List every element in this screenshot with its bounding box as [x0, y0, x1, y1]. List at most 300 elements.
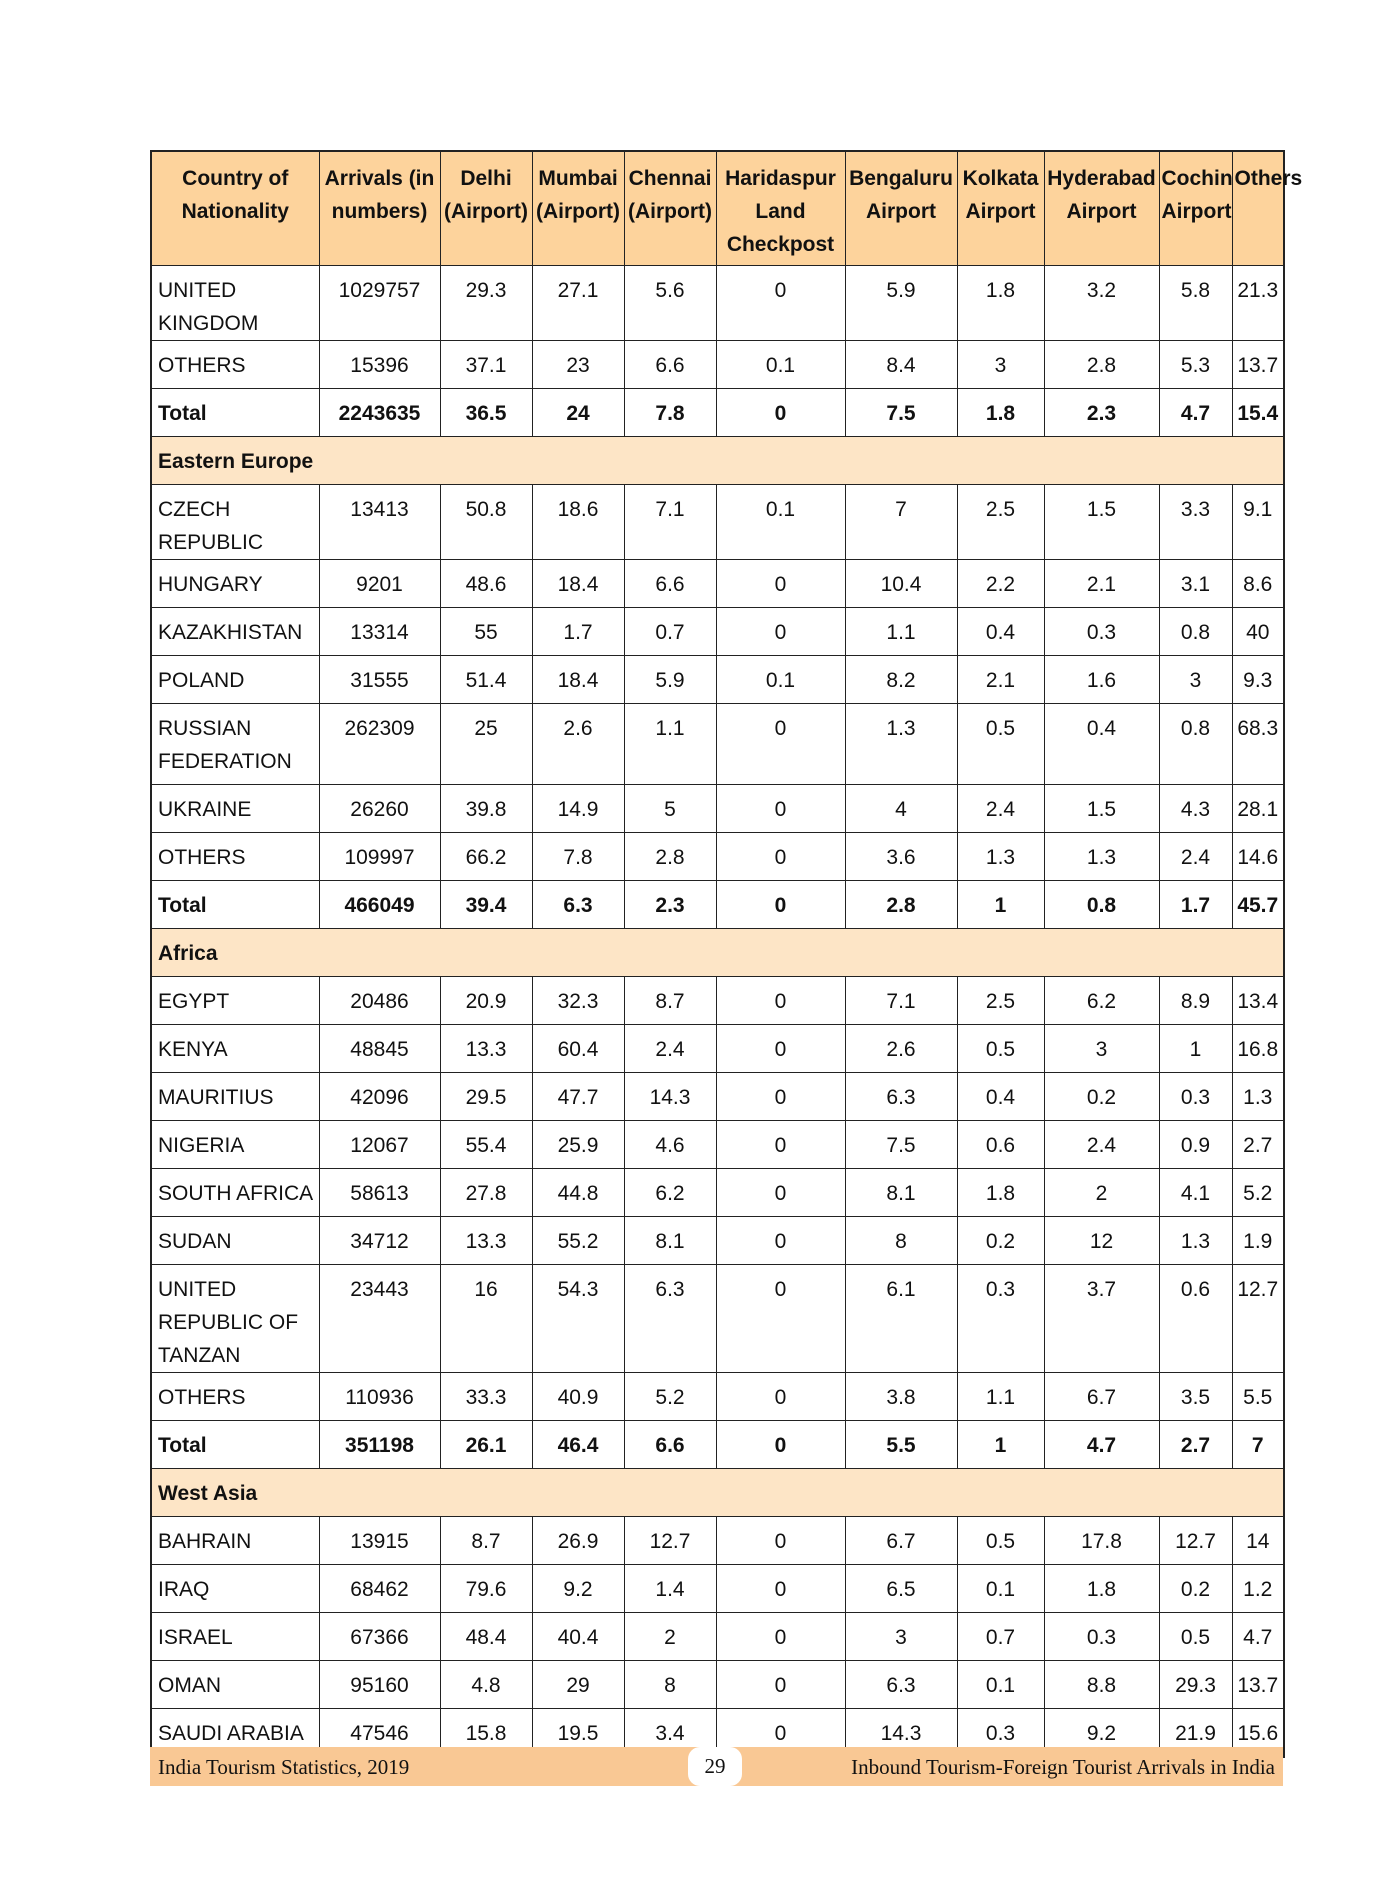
- country-cell: Total: [151, 881, 319, 929]
- value-cell: 8.1: [845, 1169, 957, 1217]
- value-cell: 0.3: [957, 1265, 1044, 1373]
- value-cell: 0: [716, 560, 845, 608]
- value-cell: 0: [716, 833, 845, 881]
- value-cell: 1: [1159, 1025, 1232, 1073]
- value-cell: 9.2: [532, 1565, 624, 1613]
- value-cell: 1.1: [845, 608, 957, 656]
- column-header: Hyderabad Airport: [1044, 151, 1159, 266]
- value-cell: 8.2: [845, 656, 957, 704]
- value-cell: 0: [716, 1517, 845, 1565]
- value-cell: 0: [716, 704, 845, 785]
- value-cell: 8.6: [1232, 560, 1284, 608]
- value-cell: 8.7: [440, 1517, 532, 1565]
- country-cell: CZECH REPUBLIC: [151, 485, 319, 560]
- table-row: [151, 833, 1284, 881]
- value-cell: 0.3: [1159, 1073, 1232, 1121]
- value-cell: 2.7: [1159, 1421, 1232, 1469]
- value-cell: 68.3: [1232, 704, 1284, 785]
- value-cell: 39.4: [440, 881, 532, 929]
- value-cell: 10.4: [845, 560, 957, 608]
- value-cell: 0.5: [957, 1517, 1044, 1565]
- value-cell: 1.5: [1044, 485, 1159, 560]
- country-cell: BAHRAIN: [151, 1517, 319, 1565]
- footer-section-title: Inbound Tourism-Foreign Tourist Arrivals in India: [851, 1755, 1275, 1779]
- value-cell: 29.3: [1159, 1661, 1232, 1709]
- value-cell: 40: [1232, 608, 1284, 656]
- value-cell: 1.5: [1044, 785, 1159, 833]
- value-cell: 5.6: [624, 266, 716, 341]
- value-cell: 13.3: [440, 1217, 532, 1265]
- value-cell: 54.3: [532, 1265, 624, 1373]
- value-cell: 3.6: [845, 833, 957, 881]
- table-row: [151, 1169, 1284, 1217]
- value-cell: 32.3: [532, 977, 624, 1025]
- value-cell: 58613: [319, 1169, 440, 1217]
- value-cell: 0.3: [1044, 608, 1159, 656]
- value-cell: 0.1: [716, 656, 845, 704]
- value-cell: 4.7: [1232, 1613, 1284, 1661]
- value-cell: 3.2: [1044, 266, 1159, 341]
- value-cell: 6.7: [845, 1517, 957, 1565]
- value-cell: 1.3: [957, 833, 1044, 881]
- value-cell: 6.6: [624, 560, 716, 608]
- region-header-row: [151, 437, 1284, 485]
- country-cell: POLAND: [151, 656, 319, 704]
- value-cell: 0: [716, 1709, 845, 1758]
- country-cell: HUNGARY: [151, 560, 319, 608]
- value-cell: 29.3: [440, 266, 532, 341]
- country-cell: UNITED KINGDOM: [151, 266, 319, 341]
- value-cell: 21.9: [1159, 1709, 1232, 1758]
- country-cell: UKRAINE: [151, 785, 319, 833]
- value-cell: 0.8: [1044, 881, 1159, 929]
- value-cell: 0: [716, 1421, 845, 1469]
- value-cell: 42096: [319, 1073, 440, 1121]
- value-cell: 0.1: [957, 1565, 1044, 1613]
- value-cell: 5.5: [1232, 1373, 1284, 1421]
- value-cell: 2.8: [624, 833, 716, 881]
- value-cell: 0.9: [1159, 1121, 1232, 1169]
- value-cell: 67366: [319, 1613, 440, 1661]
- value-cell: 24: [532, 389, 624, 437]
- value-cell: 12.7: [1159, 1517, 1232, 1565]
- value-cell: 28.1: [1232, 785, 1284, 833]
- value-cell: 7.8: [532, 833, 624, 881]
- value-cell: 0.7: [624, 608, 716, 656]
- column-header: Cochin Airport: [1159, 151, 1232, 266]
- value-cell: 0.2: [957, 1217, 1044, 1265]
- value-cell: 23: [532, 341, 624, 389]
- column-header: Delhi (Airport): [440, 151, 532, 266]
- value-cell: 12.7: [1232, 1265, 1284, 1373]
- value-cell: 14.3: [624, 1073, 716, 1121]
- value-cell: 47.7: [532, 1073, 624, 1121]
- table-row: [151, 704, 1284, 785]
- value-cell: 0: [716, 1613, 845, 1661]
- total-row: [151, 389, 1284, 437]
- value-cell: 5.3: [1159, 341, 1232, 389]
- value-cell: 16: [440, 1265, 532, 1373]
- value-cell: 0.4: [957, 1073, 1044, 1121]
- value-cell: 55.2: [532, 1217, 624, 1265]
- country-cell: IRAQ: [151, 1565, 319, 1613]
- value-cell: 1: [957, 881, 1044, 929]
- value-cell: 351198: [319, 1421, 440, 1469]
- country-cell: OMAN: [151, 1661, 319, 1709]
- country-cell: Total: [151, 1421, 319, 1469]
- value-cell: 1.7: [1159, 881, 1232, 929]
- value-cell: 5.2: [624, 1373, 716, 1421]
- value-cell: 15.6: [1232, 1709, 1284, 1758]
- column-header: Kolkata Airport: [957, 151, 1044, 266]
- value-cell: 3: [1159, 656, 1232, 704]
- value-cell: 0: [716, 1565, 845, 1613]
- value-cell: 0.5: [957, 704, 1044, 785]
- value-cell: 2.4: [1044, 1121, 1159, 1169]
- region-header-row: [151, 929, 1284, 977]
- value-cell: 12.7: [624, 1517, 716, 1565]
- value-cell: 3.7: [1044, 1265, 1159, 1373]
- country-cell: KENYA: [151, 1025, 319, 1073]
- value-cell: 6.3: [845, 1661, 957, 1709]
- value-cell: 6.3: [845, 1073, 957, 1121]
- value-cell: 9201: [319, 560, 440, 608]
- value-cell: 2243635: [319, 389, 440, 437]
- value-cell: 9.1: [1232, 485, 1284, 560]
- table-row: [151, 1073, 1284, 1121]
- value-cell: 68462: [319, 1565, 440, 1613]
- value-cell: 2.8: [1044, 341, 1159, 389]
- value-cell: 13.4: [1232, 977, 1284, 1025]
- value-cell: 1.3: [1159, 1217, 1232, 1265]
- value-cell: 2.2: [957, 560, 1044, 608]
- value-cell: 109997: [319, 833, 440, 881]
- column-header: Haridaspur Land Checkpost: [716, 151, 845, 266]
- value-cell: 1: [957, 1421, 1044, 1469]
- value-cell: 18.4: [532, 560, 624, 608]
- value-cell: 2.1: [1044, 560, 1159, 608]
- value-cell: 2: [624, 1613, 716, 1661]
- value-cell: 29.5: [440, 1073, 532, 1121]
- value-cell: 1.8: [1044, 1565, 1159, 1613]
- value-cell: 466049: [319, 881, 440, 929]
- value-cell: 0: [716, 389, 845, 437]
- value-cell: 3.5: [1159, 1373, 1232, 1421]
- value-cell: 1.7: [532, 608, 624, 656]
- value-cell: 15396: [319, 341, 440, 389]
- value-cell: 2: [1044, 1169, 1159, 1217]
- value-cell: 0: [716, 1217, 845, 1265]
- value-cell: 6.1: [845, 1265, 957, 1373]
- value-cell: 2.3: [1044, 389, 1159, 437]
- value-cell: 6.7: [1044, 1373, 1159, 1421]
- value-cell: 7.5: [845, 1121, 957, 1169]
- value-cell: 0: [716, 608, 845, 656]
- country-cell: OTHERS: [151, 341, 319, 389]
- column-header: Chennai (Airport): [624, 151, 716, 266]
- value-cell: 26260: [319, 785, 440, 833]
- value-cell: 1029757: [319, 266, 440, 341]
- value-cell: 14: [1232, 1517, 1284, 1565]
- value-cell: 0.2: [1044, 1073, 1159, 1121]
- value-cell: 7.8: [624, 389, 716, 437]
- value-cell: 7: [845, 485, 957, 560]
- value-cell: 4.3: [1159, 785, 1232, 833]
- country-cell: Total: [151, 389, 319, 437]
- table-header-row: [151, 151, 1284, 266]
- value-cell: 3: [845, 1613, 957, 1661]
- value-cell: 7.1: [624, 485, 716, 560]
- value-cell: 4.8: [440, 1661, 532, 1709]
- country-cell: OTHERS: [151, 1373, 319, 1421]
- table-row: [151, 1373, 1284, 1421]
- value-cell: 2.6: [845, 1025, 957, 1073]
- table-row: [151, 977, 1284, 1025]
- value-cell: 14.9: [532, 785, 624, 833]
- page-footer: [150, 1747, 1283, 1786]
- table-row: [151, 1517, 1284, 1565]
- value-cell: 5: [624, 785, 716, 833]
- value-cell: 0.2: [1159, 1565, 1232, 1613]
- value-cell: 26.9: [532, 1517, 624, 1565]
- table-row: [151, 785, 1284, 833]
- value-cell: 23443: [319, 1265, 440, 1373]
- value-cell: 29: [532, 1661, 624, 1709]
- value-cell: 13413: [319, 485, 440, 560]
- value-cell: 8.7: [624, 977, 716, 1025]
- value-cell: 0.4: [957, 608, 1044, 656]
- region-header-row: [151, 1469, 1284, 1517]
- value-cell: 0: [716, 785, 845, 833]
- value-cell: 13.3: [440, 1025, 532, 1073]
- value-cell: 0: [716, 1073, 845, 1121]
- table-row: [151, 560, 1284, 608]
- country-cell: SUDAN: [151, 1217, 319, 1265]
- value-cell: 5.2: [1232, 1169, 1284, 1217]
- value-cell: 4.1: [1159, 1169, 1232, 1217]
- value-cell: 0.7: [957, 1613, 1044, 1661]
- value-cell: 0.3: [1044, 1613, 1159, 1661]
- value-cell: 8: [845, 1217, 957, 1265]
- value-cell: 44.8: [532, 1169, 624, 1217]
- value-cell: 2.4: [624, 1025, 716, 1073]
- value-cell: 48.6: [440, 560, 532, 608]
- value-cell: 13.7: [1232, 1661, 1284, 1709]
- value-cell: 9.2: [1044, 1709, 1159, 1758]
- table-body: [151, 266, 1284, 1758]
- value-cell: 1.1: [957, 1373, 1044, 1421]
- table-row: [151, 1565, 1284, 1613]
- value-cell: 27.1: [532, 266, 624, 341]
- value-cell: 0: [716, 1661, 845, 1709]
- value-cell: 13915: [319, 1517, 440, 1565]
- value-cell: 4.7: [1044, 1421, 1159, 1469]
- column-header: Arrivals (in numbers): [319, 151, 440, 266]
- value-cell: 20.9: [440, 977, 532, 1025]
- total-row: [151, 881, 1284, 929]
- value-cell: 0: [716, 881, 845, 929]
- value-cell: 1.3: [845, 704, 957, 785]
- value-cell: 15.8: [440, 1709, 532, 1758]
- value-cell: 0.6: [957, 1121, 1044, 1169]
- value-cell: 1.9: [1232, 1217, 1284, 1265]
- table-row: [151, 1121, 1284, 1169]
- value-cell: 12: [1044, 1217, 1159, 1265]
- value-cell: 0.1: [716, 485, 845, 560]
- value-cell: 40.4: [532, 1613, 624, 1661]
- value-cell: 15.4: [1232, 389, 1284, 437]
- table-row: [151, 1613, 1284, 1661]
- value-cell: 110936: [319, 1373, 440, 1421]
- value-cell: 2.8: [845, 881, 957, 929]
- value-cell: 1.4: [624, 1565, 716, 1613]
- table-row: [151, 485, 1284, 560]
- country-cell: NIGERIA: [151, 1121, 319, 1169]
- column-header: Mumbai (Airport): [532, 151, 624, 266]
- value-cell: 48.4: [440, 1613, 532, 1661]
- value-cell: 0.1: [957, 1661, 1044, 1709]
- value-cell: 2.3: [624, 881, 716, 929]
- country-cell: UNITED REPUBLIC OF TANZAN: [151, 1265, 319, 1373]
- table-row: [151, 1265, 1284, 1373]
- value-cell: 45.7: [1232, 881, 1284, 929]
- value-cell: 1.3: [1232, 1073, 1284, 1121]
- value-cell: 18.6: [532, 485, 624, 560]
- table-row: [151, 1217, 1284, 1265]
- value-cell: 0: [716, 977, 845, 1025]
- value-cell: 13314: [319, 608, 440, 656]
- column-header: Bengaluru Airport: [845, 151, 957, 266]
- region-label: Eastern Europe: [151, 437, 1284, 485]
- value-cell: 25.9: [532, 1121, 624, 1169]
- value-cell: 0: [716, 1121, 845, 1169]
- region-label: West Asia: [151, 1469, 1284, 1517]
- value-cell: 8.4: [845, 341, 957, 389]
- value-cell: 55: [440, 608, 532, 656]
- value-cell: 26.1: [440, 1421, 532, 1469]
- value-cell: 55.4: [440, 1121, 532, 1169]
- value-cell: 0.6: [1159, 1265, 1232, 1373]
- value-cell: 6.3: [624, 1265, 716, 1373]
- value-cell: 0: [716, 1169, 845, 1217]
- value-cell: 0.5: [1159, 1613, 1232, 1661]
- value-cell: 6.6: [624, 341, 716, 389]
- value-cell: 5.9: [845, 266, 957, 341]
- value-cell: 0.1: [716, 341, 845, 389]
- country-cell: SAUDI ARABIA: [151, 1709, 319, 1758]
- table-row: [151, 341, 1284, 389]
- value-cell: 2.4: [1159, 833, 1232, 881]
- footer-publication-title: India Tourism Statistics, 2019: [158, 1755, 410, 1779]
- value-cell: 48845: [319, 1025, 440, 1073]
- total-row: [151, 1421, 1284, 1469]
- value-cell: 14.3: [845, 1709, 957, 1758]
- value-cell: 0: [716, 1373, 845, 1421]
- country-cell: OTHERS: [151, 833, 319, 881]
- value-cell: 3.3: [1159, 485, 1232, 560]
- value-cell: 2.4: [957, 785, 1044, 833]
- value-cell: 50.8: [440, 485, 532, 560]
- value-cell: 7.1: [845, 977, 957, 1025]
- table-row: [151, 266, 1284, 341]
- value-cell: 8.1: [624, 1217, 716, 1265]
- value-cell: 12067: [319, 1121, 440, 1169]
- value-cell: 1.8: [957, 266, 1044, 341]
- value-cell: 37.1: [440, 341, 532, 389]
- country-cell: MAURITIUS: [151, 1073, 319, 1121]
- value-cell: 0.8: [1159, 608, 1232, 656]
- value-cell: 3: [1044, 1025, 1159, 1073]
- value-cell: 8: [624, 1661, 716, 1709]
- value-cell: 0: [716, 1265, 845, 1373]
- value-cell: 51.4: [440, 656, 532, 704]
- value-cell: 9.3: [1232, 656, 1284, 704]
- value-cell: 4.7: [1159, 389, 1232, 437]
- value-cell: 8.8: [1044, 1661, 1159, 1709]
- value-cell: 8.9: [1159, 977, 1232, 1025]
- arrivals-by-port-table: [150, 150, 1303, 1758]
- value-cell: 27.8: [440, 1169, 532, 1217]
- value-cell: 36.5: [440, 389, 532, 437]
- value-cell: 3: [957, 341, 1044, 389]
- value-cell: 3.4: [624, 1709, 716, 1758]
- value-cell: 16.8: [1232, 1025, 1284, 1073]
- value-cell: 5.8: [1159, 266, 1232, 341]
- country-cell: RUSSIAN FEDERATION: [151, 704, 319, 785]
- value-cell: 4.6: [624, 1121, 716, 1169]
- value-cell: 0.4: [1044, 704, 1159, 785]
- value-cell: 14.6: [1232, 833, 1284, 881]
- value-cell: 66.2: [440, 833, 532, 881]
- column-header: Others: [1232, 151, 1284, 266]
- value-cell: 95160: [319, 1661, 440, 1709]
- value-cell: 6.3: [532, 881, 624, 929]
- value-cell: 39.8: [440, 785, 532, 833]
- table-row: [151, 656, 1284, 704]
- country-cell: SOUTH AFRICA: [151, 1169, 319, 1217]
- table-row: [151, 1025, 1284, 1073]
- value-cell: 1.8: [957, 1169, 1044, 1217]
- value-cell: 6.2: [1044, 977, 1159, 1025]
- region-label: Africa: [151, 929, 1284, 977]
- table-row: [151, 608, 1284, 656]
- value-cell: 40.9: [532, 1373, 624, 1421]
- table-row: [151, 1661, 1284, 1709]
- value-cell: 79.6: [440, 1565, 532, 1613]
- value-cell: 3.8: [845, 1373, 957, 1421]
- value-cell: 2.5: [957, 977, 1044, 1025]
- statistics-table-container: [150, 150, 1303, 1758]
- value-cell: 5.5: [845, 1421, 957, 1469]
- column-header: Country of Nationality: [151, 151, 319, 266]
- value-cell: 34712: [319, 1217, 440, 1265]
- value-cell: 18.4: [532, 656, 624, 704]
- value-cell: 0: [716, 1025, 845, 1073]
- country-cell: EGYPT: [151, 977, 319, 1025]
- value-cell: 5.9: [624, 656, 716, 704]
- country-cell: ISRAEL: [151, 1613, 319, 1661]
- value-cell: 2.7: [1232, 1121, 1284, 1169]
- country-cell: KAZAKHISTAN: [151, 608, 319, 656]
- value-cell: 0.3: [957, 1709, 1044, 1758]
- value-cell: 25: [440, 704, 532, 785]
- value-cell: 1.6: [1044, 656, 1159, 704]
- value-cell: 1.3: [1044, 833, 1159, 881]
- value-cell: 6.6: [624, 1421, 716, 1469]
- value-cell: 47546: [319, 1709, 440, 1758]
- value-cell: 0.5: [957, 1025, 1044, 1073]
- value-cell: 262309: [319, 704, 440, 785]
